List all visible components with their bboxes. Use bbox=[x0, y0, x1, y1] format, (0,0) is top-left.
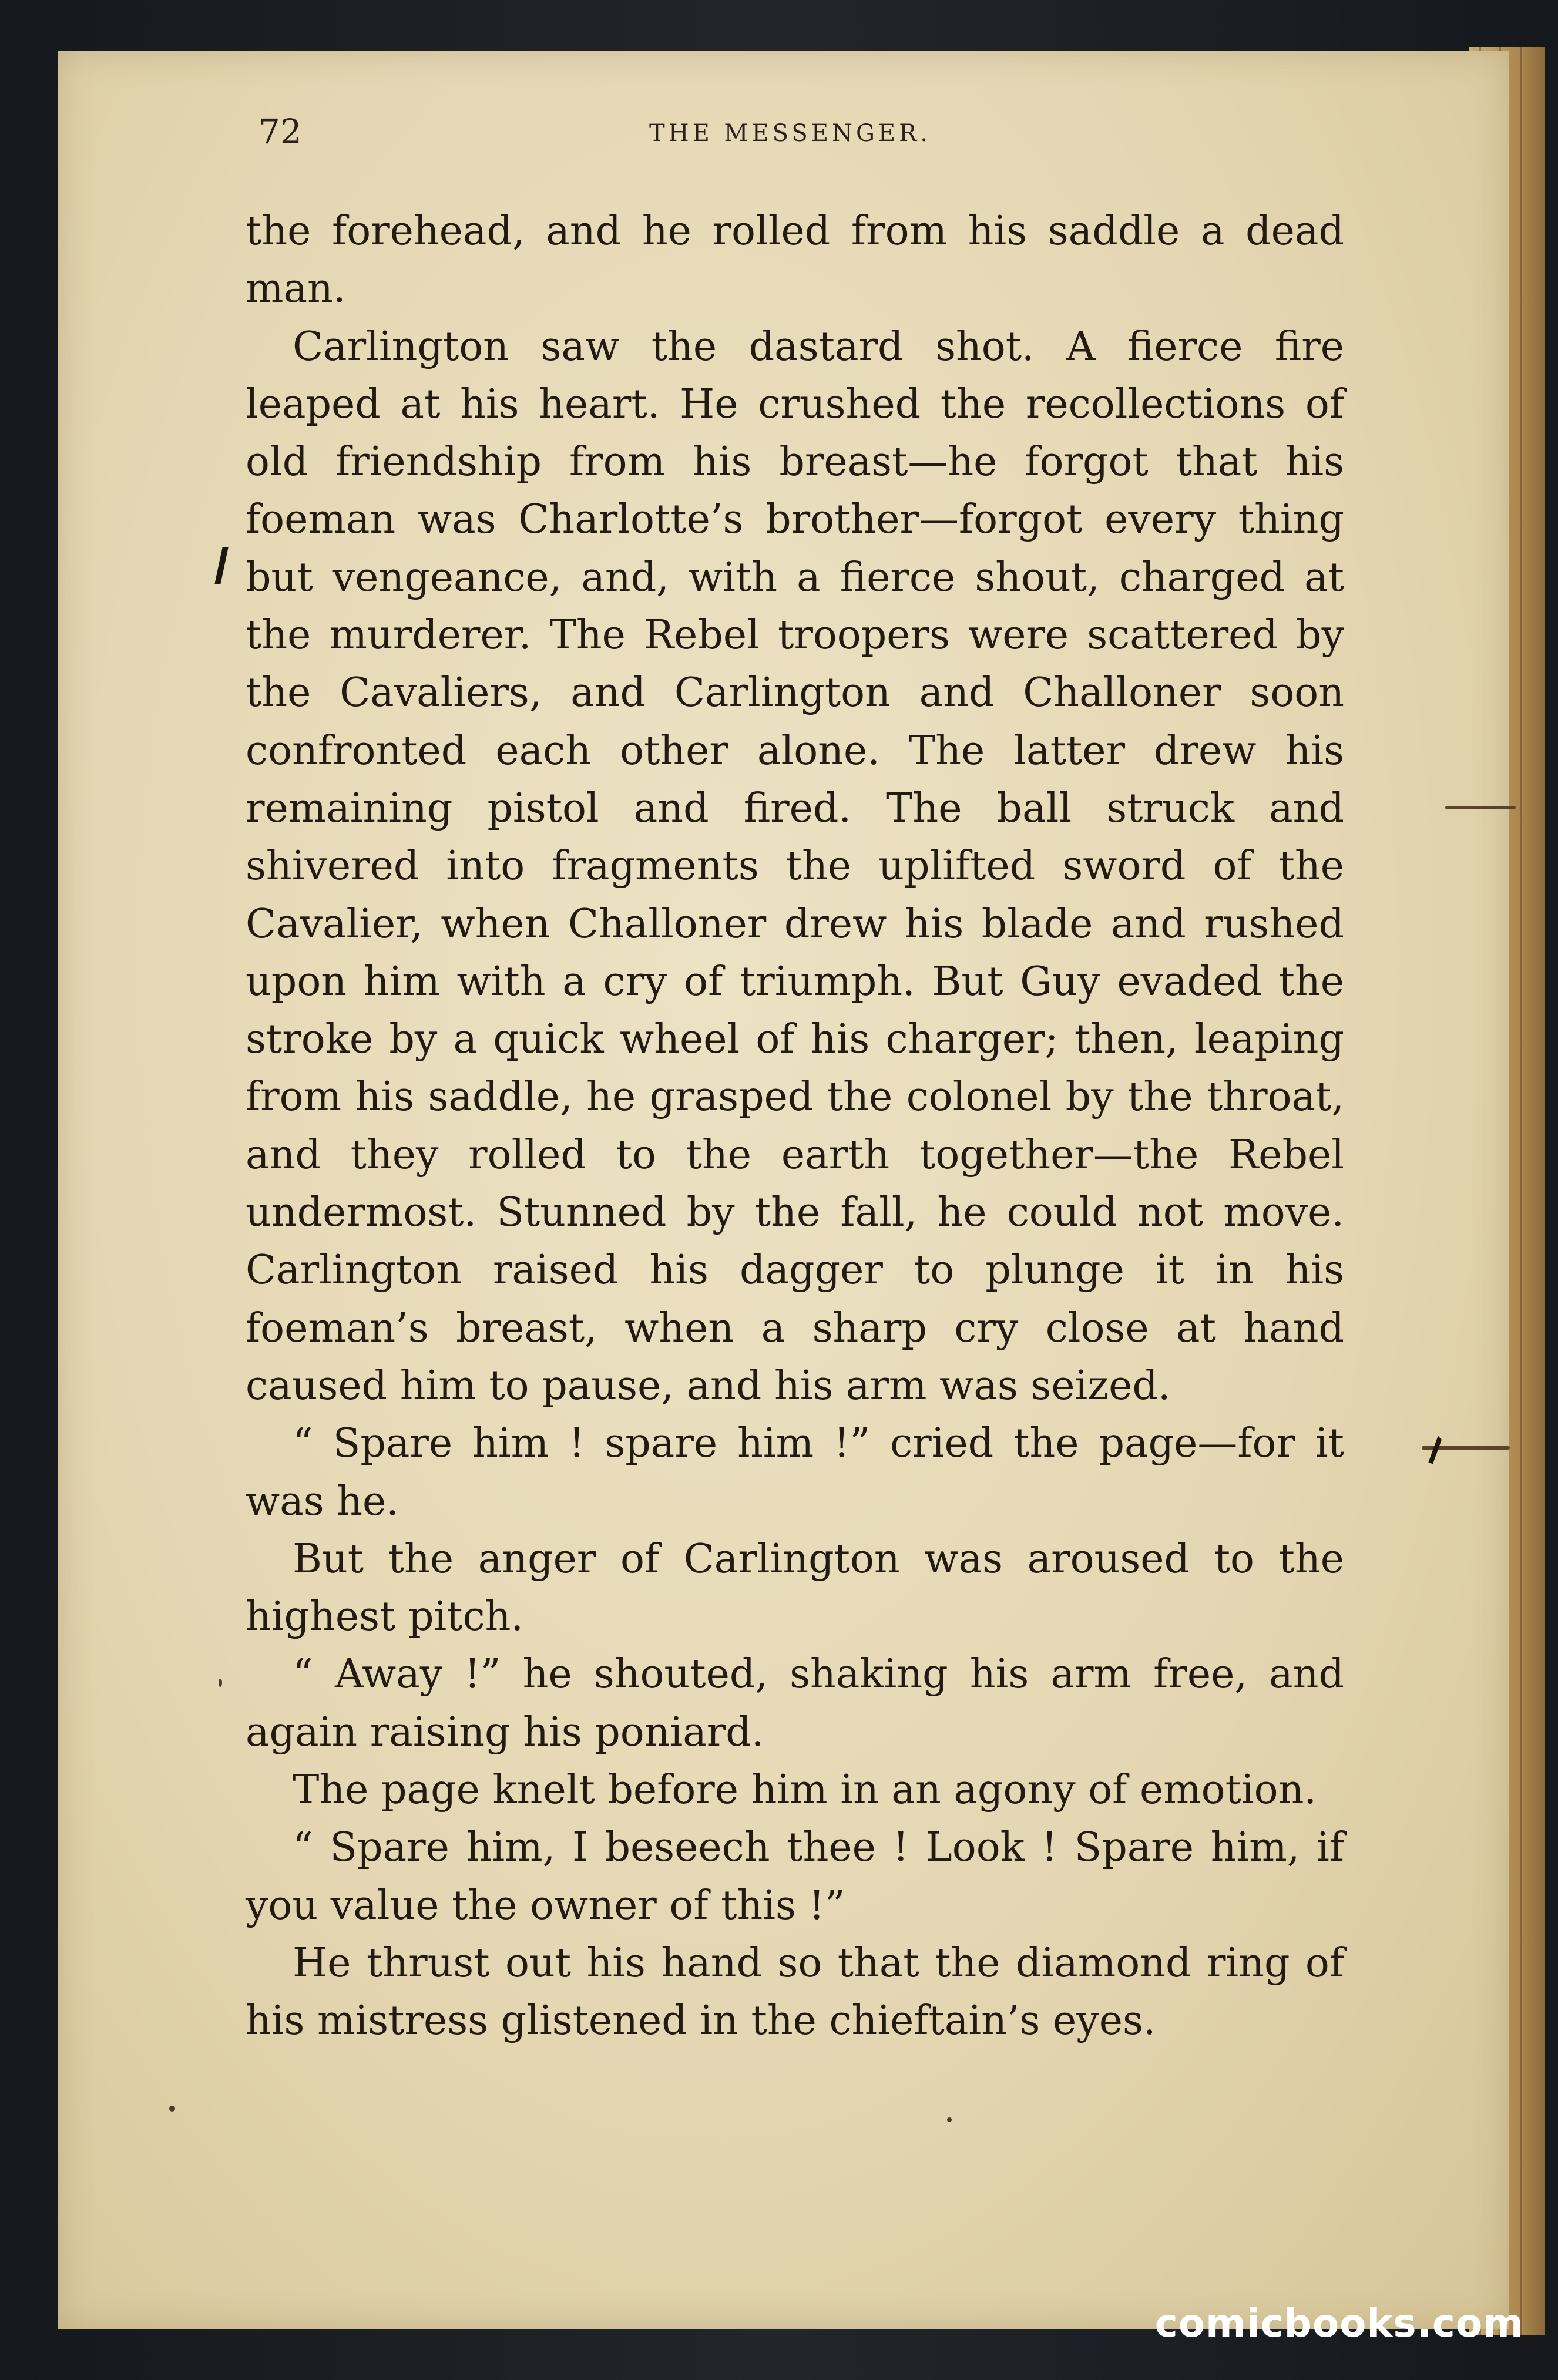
watermark-logo: comicbooks.com bbox=[1154, 2301, 1524, 2346]
paragraph: “ Away !” he shouted, shaking his arm free, and again raising his poniard. bbox=[246, 1651, 1344, 1756]
paper-speck bbox=[947, 2117, 952, 2122]
body-text bbox=[246, 203, 1344, 2050]
paper-speck bbox=[219, 1679, 222, 1687]
paragraph: He thrust out his hand so that the diamond ring of his mistress glistened in the chieftain’s eyes. bbox=[246, 1939, 1344, 2045]
page-header bbox=[258, 112, 1345, 159]
paragraph: “ Spare him, I beseech thee ! Look ! Spare him, if you value the owner of this !” bbox=[246, 1824, 1344, 1929]
page-number: 72 bbox=[258, 112, 302, 152]
page-edge-line bbox=[1520, 47, 1522, 2335]
paragraph: But the anger of Carlington was aroused to the highest pitch. bbox=[246, 1535, 1344, 1641]
paragraph: The page knelt before him in an agony of emotion. bbox=[293, 1767, 1317, 1814]
paragraph: “ Spare him ! spare him !” cried the page—for it was he. bbox=[246, 1420, 1344, 1525]
paragraph: the forehead, and he rolled from his saddle a dead man. bbox=[246, 208, 1344, 312]
paper-speck bbox=[169, 2106, 175, 2112]
binding-thread bbox=[1445, 806, 1516, 809]
running-head: THE MESSENGER. bbox=[649, 120, 931, 147]
paragraph: Carlington saw the dastard shot. A fierce fire leaped at his heart. He crushed the recollections of old friendship from his breast—he forgot that his foeman was Charlotte’s brother—forgot every thing but vengeance, and, with a fierce shout, charged at the murderer. The Rebel troopers were scattered by the Cavaliers, and Carlington and Challoner soon confronted each other alone. The latter drew his remaining pistol and fired. The ball struck and shivered into fragments the uplifted sword of the Cavalier, when Challoner drew his blade and rushed upon him with a cry of triumph. But Guy evaded the stroke by a quick wheel of his charger; then, leaping from his saddle, he grasped the colonel by the throat, and they rolled to the earth together—the Rebel undermost. Stunned by the fall, he could not move. Carlington raised his dagger to plunge it in his foeman’s breast, when a sharp cry close at hand caused him to pause, and his arm was seized. bbox=[246, 323, 1344, 1409]
